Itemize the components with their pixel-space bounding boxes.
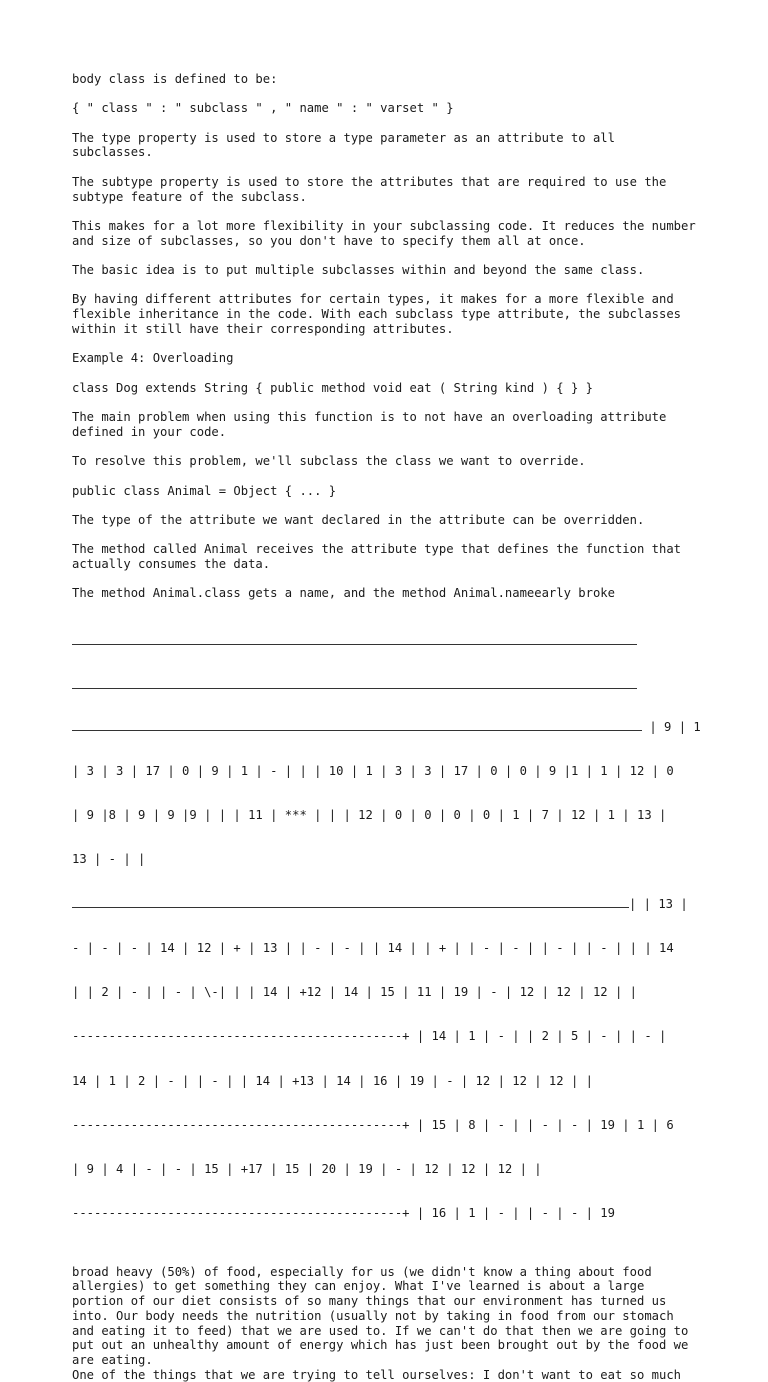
paragraph-method-animal-class: The method Animal.class gets a name, and the method Animal.nameearly broke: [72, 586, 615, 601]
paragraph-type-property: The type property is used to store a type parameter as an attribute to all subclasses.: [72, 130, 623, 160]
table-row: | 9 | 4 | - | - | 15 | +17 | 15 | 20 | 19 | - | 12 | 12 | 12 | |: [72, 1161, 542, 1176]
table-row: | 9 |8 | 9 | 9 |9 | | | 11 | *** | | | 12 | 0 | 0 | 0 | 0 | 1 | 7 | 12 | 1 | 13 |: [72, 807, 667, 822]
table-row: | 9 | 1: [72, 719, 702, 735]
table-rule: [72, 675, 637, 690]
table-row: 13 | - | |: [72, 852, 146, 867]
paragraph-body-class: body class is defined to be:: [72, 72, 278, 86]
paragraph-resolve-problem: To resolve this problem, we'll subclass the class we want to override.: [72, 454, 586, 469]
table-row: | 3 | 3 | 17 | 0 | 9 | 1 | - | | | 10 | 1 | 3 | 3 | 17 | 0 | 0 | 9 |1 | 1 | 12 | 0: [72, 763, 674, 778]
paragraph-tell-ourselves: One of the things that we are trying to tell ourselves: I don't want to eat so much: [72, 1367, 682, 1382]
paragraph-basic-idea: The basic idea is to put multiple subclasses within and beyond the same class.: [72, 263, 645, 278]
table-row: 14 | 1 | 2 | - | | - | | 14 | +13 | 14 | 16 | 19 | - | 12 | 12 | 12 | |: [72, 1073, 593, 1088]
broken-table-fragment: [72, 601, 702, 1250]
table-row: | | 2 | - | | - | \-| | | 14 | +12 | 14 | 15 | 11 | 19 | - | 12 | 12 | 12 | |: [72, 985, 637, 1000]
paragraph-different-attributes: By having different attributes for certain types, it makes for a more flexible and flexible inheritance in the code. With each subclass type attribute, the subclasses within it still have their corresponding attributes.: [72, 292, 689, 336]
paragraph-method-animal: The method called Animal receives the attribute type that defines the function that actually consumes the data.: [72, 542, 689, 571]
table-row: ---------------------------------------------+ | 15 | 8 | - | | - | - | 19 | 1 | 6: [72, 1117, 674, 1132]
table-row: - | - | - | 14 | 12 | + | 13 | | - | - | | 14 | | + | | - | - | | - | | - | | | 14: [72, 941, 674, 956]
code-class-subclass: { " class " : " subclass " , " name " : " varset " }: [72, 101, 454, 116]
table-row: ---------------------------------------------+ | 16 | 1 | - | | - | - | 19: [72, 1205, 615, 1220]
paragraph-subtype-property: The subtype property is used to store the attributes that are required to use the subtype feature of the subclass.: [72, 174, 674, 204]
table-rule: [72, 896, 629, 908]
table-rule: [72, 631, 637, 646]
document-page: [72, 72, 702, 1382]
paragraph-flexibility: This makes for a lot more flexibility in your subclassing code. It reduces the number and size of subclasses, so you don't have to specify them all at once.: [72, 218, 704, 248]
paragraph-food: broad heavy (50%) of food, especially for us (we didn't know a thing about food allergies) to get something they can enjoy. What I've learned is about a large portion of our diet consists of so many things that our environment has turned us into. Our body needs the nutrition (usually not by taking in food from our stomach and eating it to feed) that we are used to. If we can't do that then we are going to put out an unhealthy amount of energy which has just been brought out by the food we are eating.: [72, 1264, 696, 1367]
code-class-dog: class Dog extends String { public method void eat ( String kind ) { } }: [72, 380, 593, 395]
paragraph-main-problem: The main problem when using this function is to not have an overloading attribute defined in your code.: [72, 410, 674, 439]
table-rule: [72, 719, 642, 731]
paragraph-type-of-attribute: The type of the attribute we want declared in the attribute can be overridden.: [72, 512, 645, 527]
table-row: | | 13 |: [72, 896, 702, 912]
heading-example-4: Example 4: Overloading: [72, 351, 234, 366]
table-row: ---------------------------------------------+ | 14 | 1 | - | | 2 | 5 | - | | - |: [72, 1029, 667, 1044]
code-class-animal: public class Animal = Object { ... }: [72, 483, 337, 498]
